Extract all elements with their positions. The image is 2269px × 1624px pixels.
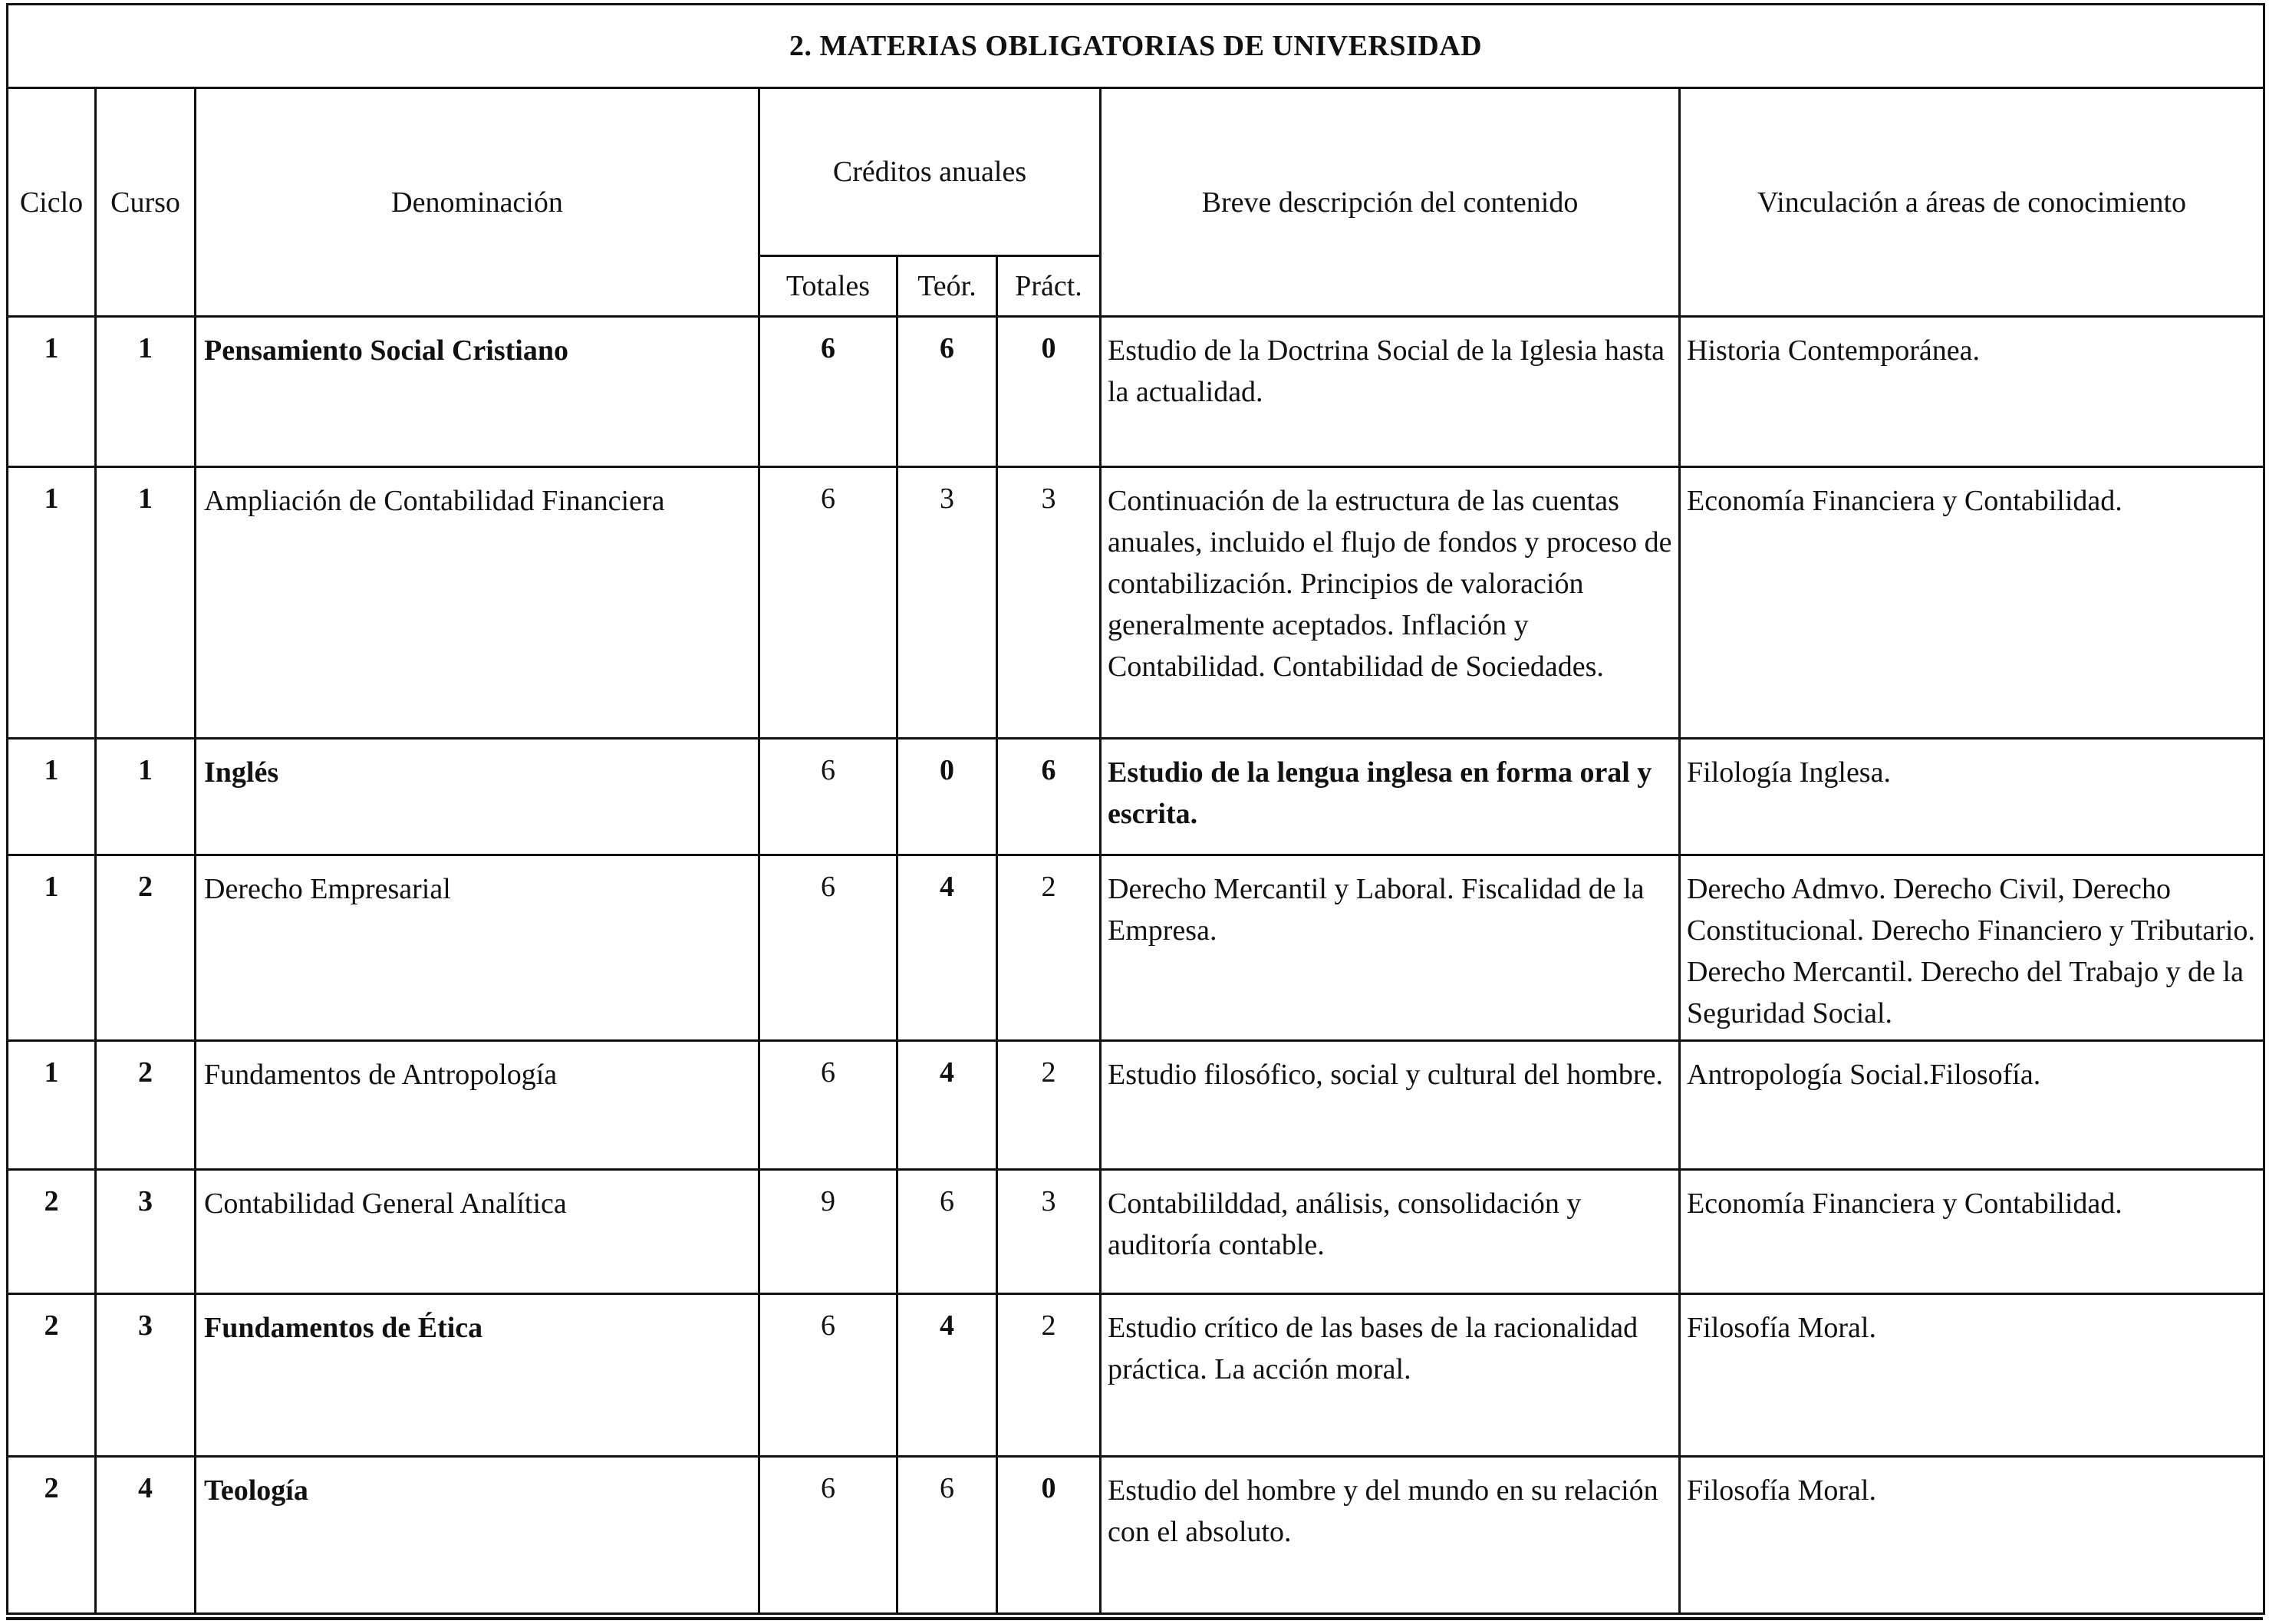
cell-ciclo: 2 (8, 1294, 96, 1457)
table-row (8, 1294, 2264, 1457)
cell-descripcion: Estudio crítico de las bases de la racionalidad práctica. La acción moral. (1101, 1294, 1680, 1457)
cell-teor: 4 (897, 1041, 997, 1170)
table-title: 2. MATERIAS OBLIGATORIAS DE UNIVERSIDAD (8, 5, 2264, 88)
cell-curso: 2 (96, 1041, 196, 1170)
cell-denominacion: Teología (196, 1457, 759, 1614)
cell-pract: 0 (997, 317, 1101, 467)
cell-ciclo: 1 (8, 1041, 96, 1170)
cell-teor: 6 (897, 1170, 997, 1294)
header-creditos-anuales: Créditos anuales (759, 88, 1101, 256)
header-denominacion: Denominación (196, 88, 759, 317)
cell-curso: 4 (96, 1457, 196, 1614)
cell-descripcion: Derecho Mercantil y Laboral. Fiscalidad de la Empresa. (1101, 855, 1680, 1041)
cell-curso: 1 (96, 739, 196, 855)
cell-ciclo: 2 (8, 1170, 96, 1294)
cell-curso: 2 (96, 855, 196, 1041)
materias-table-frame (6, 3, 2263, 1617)
cell-descripcion: Estudio del hombre y del mundo en su relación con el absoluto. (1101, 1457, 1680, 1614)
header-totales: Totales (759, 256, 897, 317)
cell-ciclo: 1 (8, 855, 96, 1041)
cell-curso: 3 (96, 1170, 196, 1294)
table-row (8, 1170, 2264, 1294)
cell-descripcion: Estudio de la Doctrina Social de la Iglesia hasta la actualidad. (1101, 317, 1680, 467)
cell-pract: 2 (997, 855, 1101, 1041)
header-vinculacion: Vinculación a áreas de conocimiento (1680, 88, 2264, 317)
cell-denominacion: Fundamentos de Antropología (196, 1041, 759, 1170)
cell-curso: 1 (96, 317, 196, 467)
table-row (8, 317, 2264, 467)
header-descripcion: Breve descripción del contenido (1101, 88, 1680, 317)
cell-denominacion: Inglés (196, 739, 759, 855)
cell-teor: 0 (897, 739, 997, 855)
table-row (8, 467, 2264, 739)
cell-pract: 3 (997, 467, 1101, 739)
cell-denominacion: Ampliación de Contabilidad Financiera (196, 467, 759, 739)
cell-ciclo: 1 (8, 467, 96, 739)
cell-pract: 2 (997, 1294, 1101, 1457)
cell-totales: 6 (759, 1457, 897, 1614)
cell-totales: 6 (759, 467, 897, 739)
cell-denominacion: Derecho Empresarial (196, 855, 759, 1041)
cell-curso: 3 (96, 1294, 196, 1457)
cell-totales: 9 (759, 1170, 897, 1294)
cell-ciclo: 1 (8, 317, 96, 467)
cell-denominacion: Pensamiento Social Cristiano (196, 317, 759, 467)
cell-vinculacion: Antropología Social.Filosofía. (1680, 1041, 2264, 1170)
table-body (8, 317, 2264, 1614)
cell-teor: 4 (897, 855, 997, 1041)
cell-teor: 4 (897, 1294, 997, 1457)
cell-ciclo: 2 (8, 1457, 96, 1614)
cell-vinculacion: Filosofía Moral. (1680, 1457, 2264, 1614)
header-teor: Teór. (897, 256, 997, 317)
cell-totales: 6 (759, 1294, 897, 1457)
cell-descripcion: Contabililddad, análisis, consolidación y auditoría contable. (1101, 1170, 1680, 1294)
table-row (8, 1041, 2264, 1170)
cell-vinculacion: Filosofía Moral. (1680, 1294, 2264, 1457)
cell-descripcion: Estudio filosófico, social y cultural del hombre. (1101, 1041, 1680, 1170)
cell-denominacion: Fundamentos de Ética (196, 1294, 759, 1457)
cell-ciclo: 1 (8, 739, 96, 855)
materias-table (6, 3, 2265, 1615)
cell-totales: 6 (759, 317, 897, 467)
table-row (8, 739, 2264, 855)
cell-curso: 1 (96, 467, 196, 739)
bottom-double-rule (6, 1617, 2263, 1620)
cell-totales: 6 (759, 855, 897, 1041)
cell-vinculacion: Filología Inglesa. (1680, 739, 2264, 855)
cell-pract: 2 (997, 1041, 1101, 1170)
cell-descripcion: Continuación de la estructura de las cuentas anuales, incluido el flujo de fondos y proceso de contabilización. Principios de valoración generalmente aceptados. Inflación y Contabilidad. Contabilidad de Sociedades. (1101, 467, 1680, 739)
cell-teor: 6 (897, 1457, 997, 1614)
cell-pract: 0 (997, 1457, 1101, 1614)
cell-descripcion: Estudio de la lengua inglesa en forma oral y escrita. (1101, 739, 1680, 855)
table-row (8, 855, 2264, 1041)
cell-teor: 3 (897, 467, 997, 739)
header-ciclo: Ciclo (8, 88, 96, 317)
cell-vinculacion: Economía Financiera y Contabilidad. (1680, 467, 2264, 739)
cell-teor: 6 (897, 317, 997, 467)
header-curso: Curso (96, 88, 196, 317)
header-pract: Práct. (997, 256, 1101, 317)
cell-vinculacion: Derecho Admvo. Derecho Civil, Derecho Constitucional. Derecho Financiero y Tributario. Derecho Mercantil. Derecho del Trabajo y de la Seguridad Social. (1680, 855, 2264, 1041)
table-row (8, 1457, 2264, 1614)
cell-totales: 6 (759, 1041, 897, 1170)
cell-totales: 6 (759, 739, 897, 855)
cell-denominacion: Contabilidad General Analítica (196, 1170, 759, 1294)
cell-pract: 6 (997, 739, 1101, 855)
cell-vinculacion: Historia Contemporánea. (1680, 317, 2264, 467)
cell-vinculacion: Economía Financiera y Contabilidad. (1680, 1170, 2264, 1294)
cell-pract: 3 (997, 1170, 1101, 1294)
